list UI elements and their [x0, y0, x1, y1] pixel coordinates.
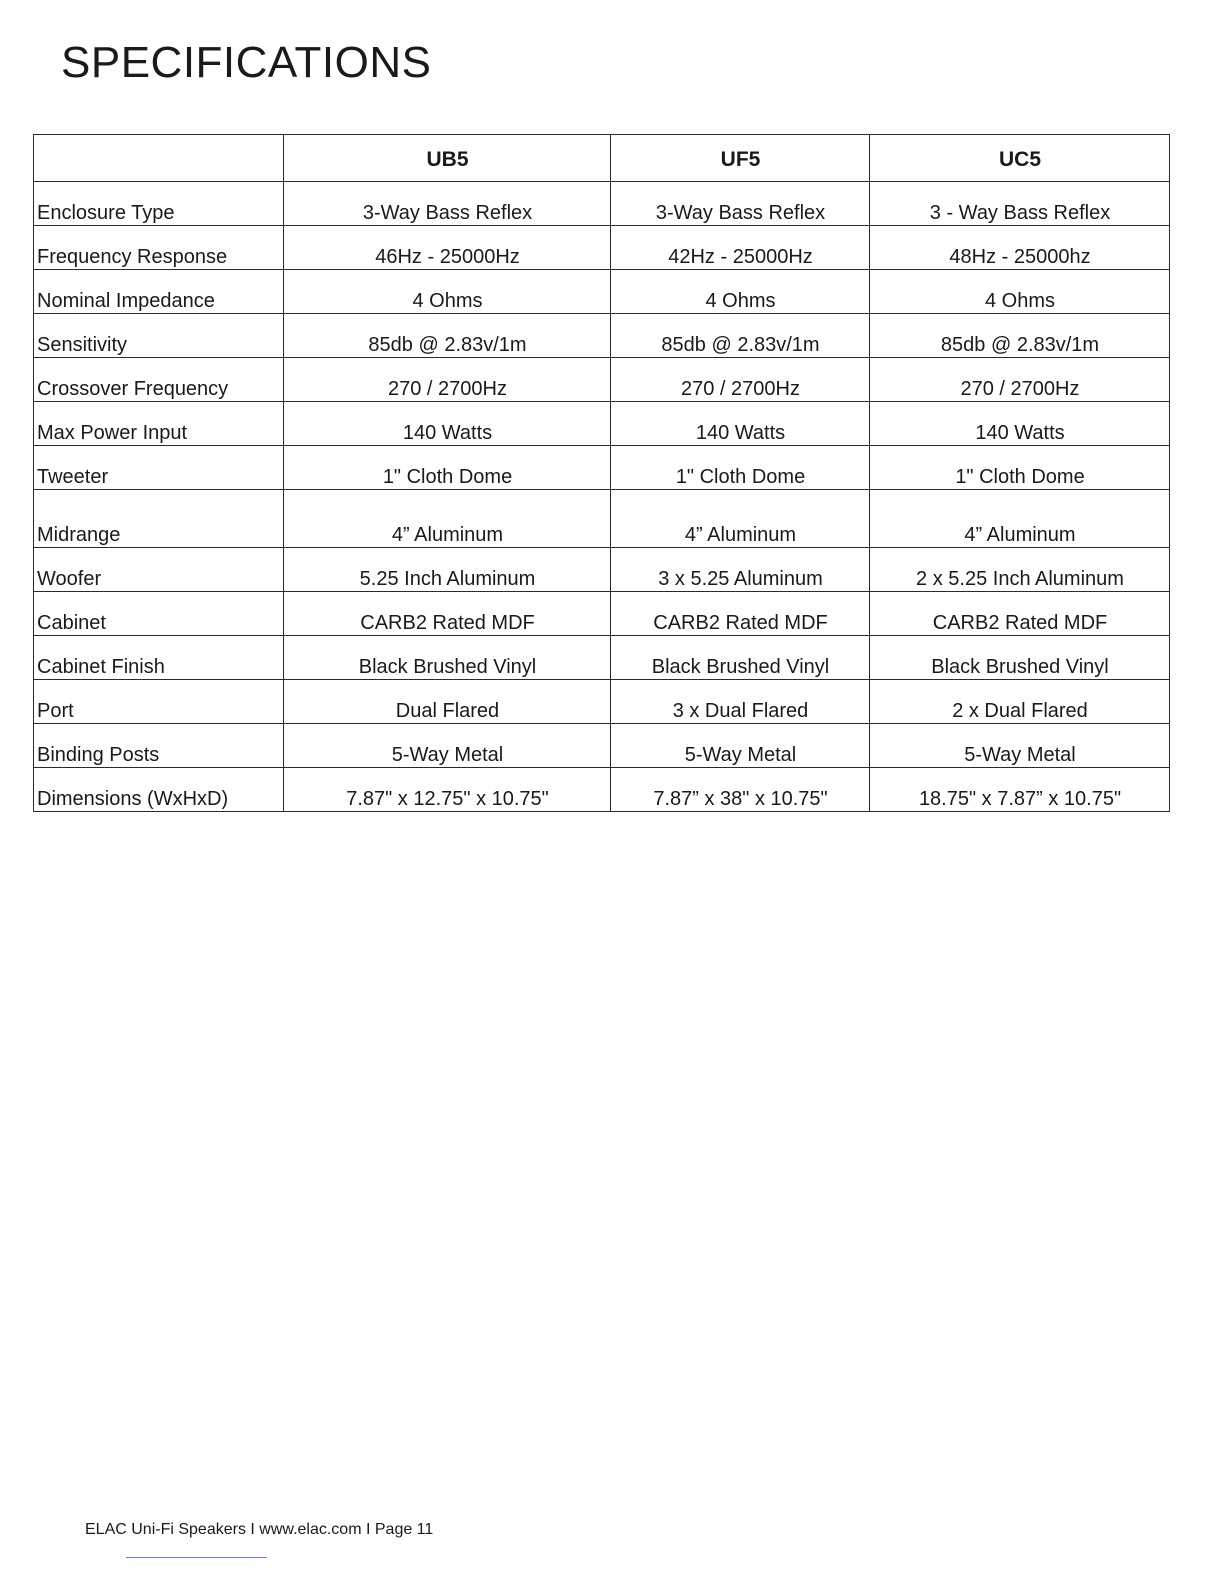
row-label: Enclosure Type — [34, 182, 284, 226]
cell-value: 3 x Dual Flared — [611, 680, 870, 724]
cell-value: 140 Watts — [611, 402, 870, 446]
table-row — [34, 446, 1170, 490]
row-label: Binding Posts — [34, 724, 284, 768]
table-row — [34, 358, 1170, 402]
table-row — [34, 548, 1170, 592]
row-label: Nominal Impedance — [34, 270, 284, 314]
row-label: Cabinet — [34, 592, 284, 636]
cell-value: CARB2 Rated MDF — [611, 592, 870, 636]
row-label: Midrange — [34, 490, 284, 548]
page-footer: ELAC Uni-Fi Speakers I www.elac.com I Page 11 — [85, 1521, 434, 1538]
cell-value: 5-Way Metal — [284, 724, 611, 768]
table-header-row — [34, 135, 1170, 182]
cell-value: 2 x Dual Flared — [870, 680, 1170, 724]
page-title: SPECIFICATIONS — [61, 38, 432, 87]
row-label: Cabinet Finish — [34, 636, 284, 680]
cell-value: 85db @ 2.83v/1m — [870, 314, 1170, 358]
cell-value: 1" Cloth Dome — [284, 446, 611, 490]
cell-value: 3-Way Bass Reflex — [611, 182, 870, 226]
table-row — [34, 314, 1170, 358]
cell-value: CARB2 Rated MDF — [284, 592, 611, 636]
cell-value: 46Hz - 25000Hz — [284, 226, 611, 270]
footer-rule — [126, 1557, 267, 1558]
cell-value: 3-Way Bass Reflex — [284, 182, 611, 226]
cell-value: 18.75" x 7.87” x 10.75" — [870, 768, 1170, 812]
cell-value: 4” Aluminum — [284, 490, 611, 548]
row-label: Woofer — [34, 548, 284, 592]
specifications-table — [33, 134, 1170, 812]
cell-value: 48Hz - 25000hz — [870, 226, 1170, 270]
cell-value: 140 Watts — [870, 402, 1170, 446]
cell-value: 85db @ 2.83v/1m — [611, 314, 870, 358]
cell-value: 3 x 5.25 Aluminum — [611, 548, 870, 592]
table-row — [34, 490, 1170, 548]
cell-value: 85db @ 2.83v/1m — [284, 314, 611, 358]
row-label: Dimensions (WxHxD) — [34, 768, 284, 812]
cell-value: 1" Cloth Dome — [611, 446, 870, 490]
cell-value: 7.87” x 38" x 10.75" — [611, 768, 870, 812]
cell-value: 2 x 5.25 Inch Aluminum — [870, 548, 1170, 592]
cell-value: 3 - Way Bass Reflex — [870, 182, 1170, 226]
cell-value: 5-Way Metal — [611, 724, 870, 768]
cell-value: 270 / 2700Hz — [611, 358, 870, 402]
cell-value: 270 / 2700Hz — [870, 358, 1170, 402]
table-row — [34, 226, 1170, 270]
cell-value: Black Brushed Vinyl — [870, 636, 1170, 680]
row-label: Crossover Frequency — [34, 358, 284, 402]
table-row — [34, 724, 1170, 768]
cell-value: CARB2 Rated MDF — [870, 592, 1170, 636]
cell-value: 4 Ohms — [870, 270, 1170, 314]
cell-value: 1" Cloth Dome — [870, 446, 1170, 490]
row-label: Tweeter — [34, 446, 284, 490]
table-row — [34, 636, 1170, 680]
header-cell-ub5: UB5 — [284, 135, 611, 182]
row-label: Sensitivity — [34, 314, 284, 358]
header-cell-empty — [34, 135, 284, 182]
cell-value: 42Hz - 25000Hz — [611, 226, 870, 270]
header-cell-uc5: UC5 — [870, 135, 1170, 182]
cell-value: 4 Ohms — [284, 270, 611, 314]
cell-value: 4 Ohms — [611, 270, 870, 314]
row-label: Max Power Input — [34, 402, 284, 446]
cell-value: Black Brushed Vinyl — [284, 636, 611, 680]
cell-value: Black Brushed Vinyl — [611, 636, 870, 680]
table-row — [34, 182, 1170, 226]
table-row — [34, 592, 1170, 636]
table-row — [34, 768, 1170, 812]
cell-value: 4” Aluminum — [870, 490, 1170, 548]
cell-value: 270 / 2700Hz — [284, 358, 611, 402]
cell-value: 7.87" x 12.75" x 10.75" — [284, 768, 611, 812]
table-row — [34, 680, 1170, 724]
cell-value: 5.25 Inch Aluminum — [284, 548, 611, 592]
cell-value: 5-Way Metal — [870, 724, 1170, 768]
header-cell-uf5: UF5 — [611, 135, 870, 182]
row-label: Port — [34, 680, 284, 724]
cell-value: 4” Aluminum — [611, 490, 870, 548]
cell-value: Dual Flared — [284, 680, 611, 724]
table-row — [34, 402, 1170, 446]
cell-value: 140 Watts — [284, 402, 611, 446]
table-row — [34, 270, 1170, 314]
row-label: Frequency Response — [34, 226, 284, 270]
